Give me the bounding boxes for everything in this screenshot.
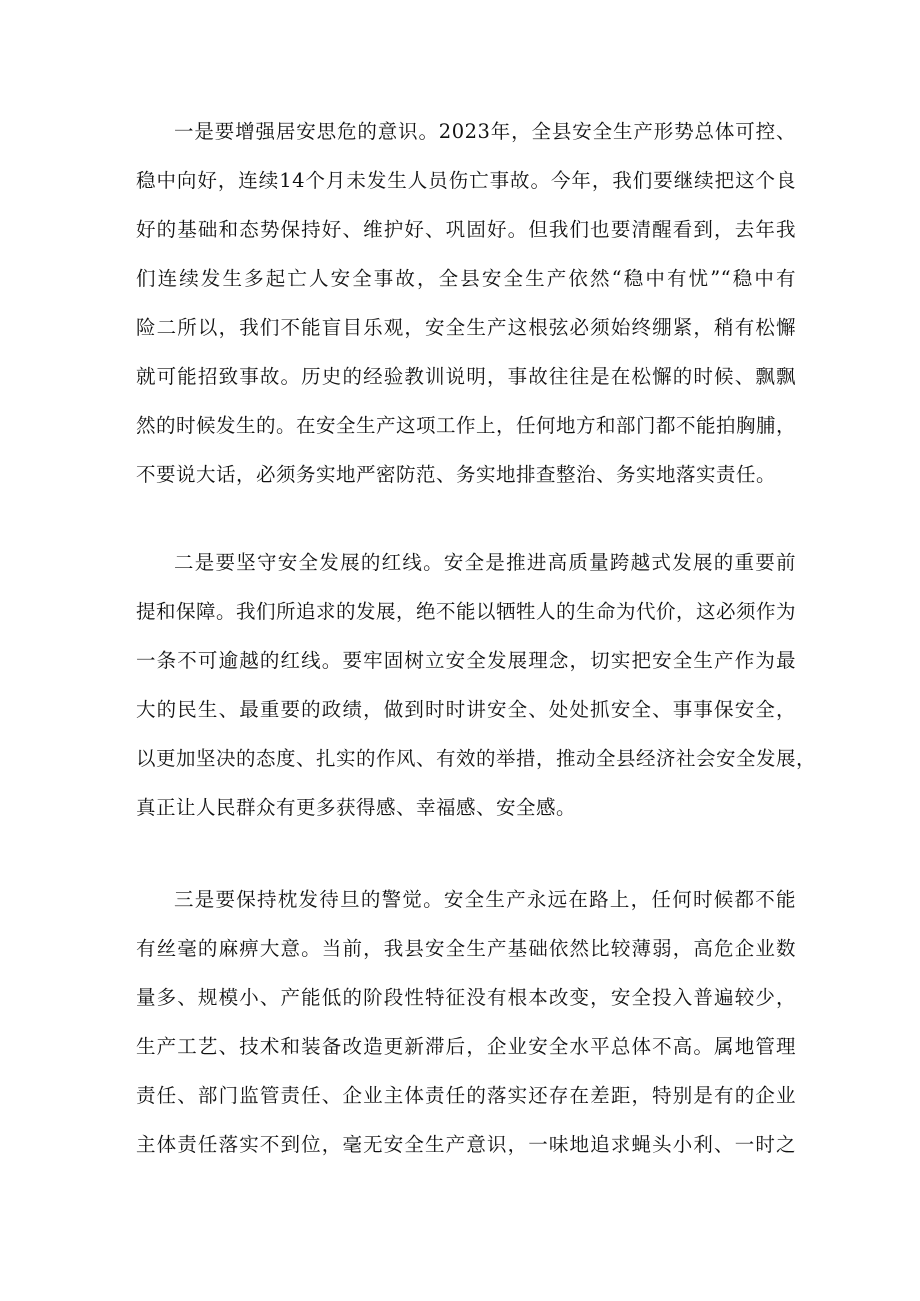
paragraph-line: 以更加坚决的态度、扎实的作风、有效的举措，推动全县经济社会安全发展， — [136, 747, 817, 770]
paragraph-line: 有丝毫的麻痹大意。当前，我县安全生产基础依然比较薄弱，高危企业数 — [136, 937, 796, 960]
paragraph-line: 主体责任落实不到位，毫无安全生产意识，一味地追求蝇头小利、一时之 — [136, 1133, 796, 1156]
paragraph-line: 然的时候发生的。在安全生产这项工作上，任何地方和部门都不能拍胸脯， — [136, 414, 797, 437]
paragraph-line: 生产工艺、技术和装备改造更新滞后，企业安全水平总体不高。属地管理 — [136, 1035, 796, 1058]
paragraph-line: 二是要坚守安全发展的红线。安全是推进高质量跨越式发展的重要前 — [174, 551, 796, 574]
paragraph-line: 量多、规模小、产能低的阶段性特征没有根本改变，安全投入普遍较少， — [136, 986, 796, 1009]
paragraph-line: 就可能招致事故。历史的经验教训说明，事故往往是在松懈的时候、飘飘 — [136, 365, 796, 388]
paragraph-line: 好的基础和态势保持好、维护好、巩固好。但我们也要清醒看到，去年我 — [136, 218, 796, 241]
paragraph-line: 稳中向好，连续14个月未发生人员伤亡事故。今年，我们要继续把这个良 — [136, 169, 796, 192]
paragraph-line: 三是要保持枕发待旦的警觉。安全生产永远在路上，任何时候都不能 — [174, 888, 796, 911]
paragraph-line: 责任、部门监管责任、企业主体责任的落实还存在差距，特别是有的企业 — [136, 1084, 796, 1107]
paragraph-line: 们连续发生多起亡人安全事故，全县安全生产依然“稳中有忧”“稳中有 — [136, 267, 796, 290]
paragraph-line: 提和保障。我们所追求的发展，绝不能以牺牲人的生命为代价，这必须作为 — [136, 600, 797, 623]
paragraph-line: 一条不可逾越的红线。要牢固树立安全发展理念，切实把安全生产作为最 — [136, 649, 796, 672]
paragraph-line: 真正让人民群众有更多获得感、幸福感、安全感。 — [136, 796, 577, 819]
paragraph-line: 险二所以，我们不能盲目乐观，安全生产这根弦必须始终绷紧，稍有松懈 — [136, 316, 796, 339]
paragraph-line: 大的民生、最重要的政绩，做到时时讲安全、处处抓安全、事事保安全， — [136, 698, 796, 721]
paragraph-line: 不要说大话，必须务实地严密防范、务实地排查整治、务实地落实责任。 — [136, 463, 777, 486]
paragraph-line: 一是要增强居安思危的意识。2023年，全县安全生产形势总体可控、 — [174, 120, 796, 143]
